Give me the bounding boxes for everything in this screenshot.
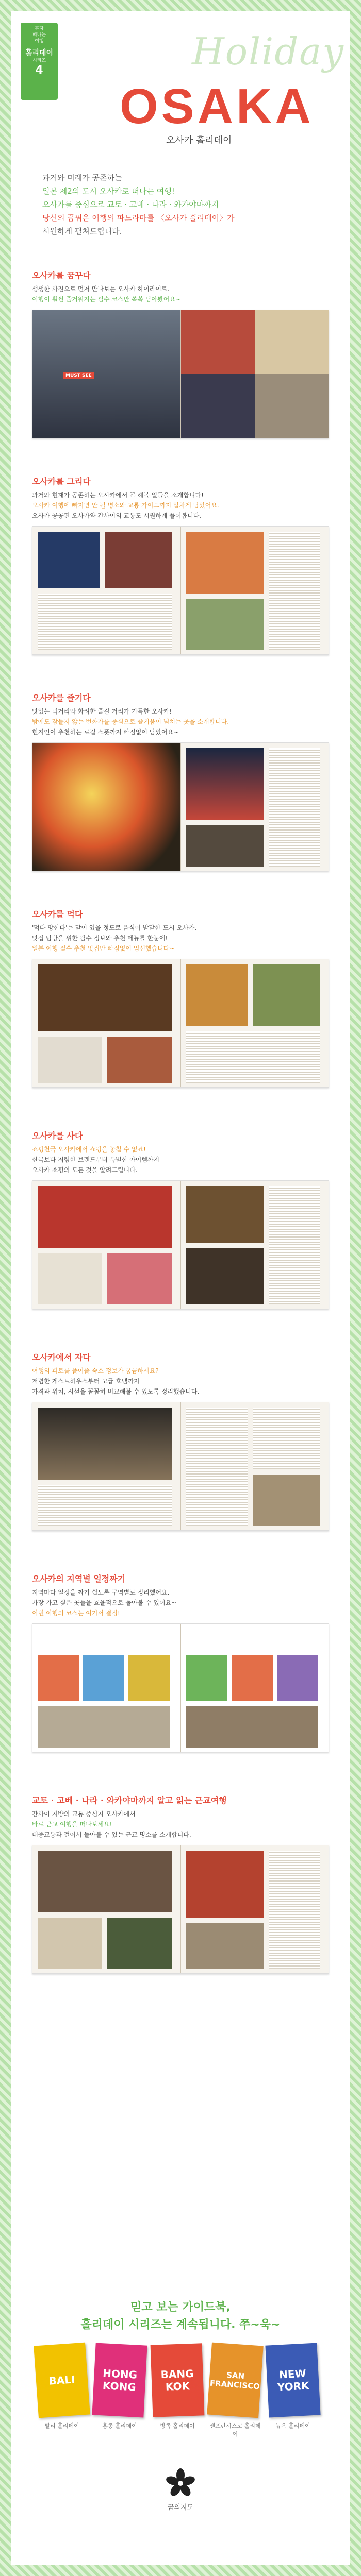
section-draw: [32, 475, 329, 655]
spread-right-page: [180, 743, 329, 871]
section-line: 오사카 쇼핑의 모든 것을 알려드립니다.: [32, 1166, 138, 1174]
badge-line: 혼자: [35, 26, 44, 31]
section-line: 현지인이 추천하는 로컬 스폿까지 빠짐없이 담았어요~: [32, 728, 179, 736]
text-block: [269, 532, 320, 650]
publisher-name: 꿈의지도: [167, 2504, 194, 2512]
spread-left-page: [32, 310, 180, 438]
section-line: 여행이 훨씬 즐거워지는 필수 코스만 쏙쏙 담아봤어요~: [32, 296, 180, 303]
book-title: BANG KOK: [160, 2367, 194, 2393]
must-see-tag: MUST SEE: [63, 372, 94, 379]
section-nearby: [32, 1794, 329, 1974]
book-spread: [32, 1623, 329, 1752]
holiday-word: Holiday: [192, 30, 344, 73]
book-caption: 샌프란시스코 홀리데이: [209, 2422, 261, 2437]
section-enjoy: [32, 691, 329, 871]
photo-street: [32, 310, 180, 438]
section-text: [32, 1366, 329, 1397]
book-cover-hongkong: [92, 2343, 147, 2417]
book-caption: 방콕 홀리데이: [160, 2422, 195, 2429]
section-sleep: [32, 1351, 329, 1531]
book-spread: [32, 1402, 329, 1531]
section-line: 저렴한 게스트하우스부터 고급 호텔까지: [32, 1378, 140, 1385]
section-line: 오사카 여행에 빠지면 안 될 명소와 교통 가이드까지 알차게 담았어요.: [32, 502, 219, 509]
text-block: [269, 1851, 320, 1969]
spread-left-page: [32, 1845, 180, 1973]
section-eat: [32, 908, 329, 1088]
photo: [181, 374, 255, 438]
intro-line: 시원하게 펼쳐드립니다.: [42, 227, 122, 236]
spread-left-page: [32, 1402, 180, 1530]
section-line: 쇼핑천국 오사카에서 쇼핑을 놓칠 수 없죠!: [32, 1146, 146, 1153]
spread-left-page: [32, 959, 180, 1087]
section-text: [32, 1809, 329, 1840]
photo-kyoto: [38, 1851, 172, 1912]
spread-left-page: [32, 743, 180, 871]
publisher-logo-icon: [165, 2468, 196, 2499]
photo-matcha: [253, 964, 320, 1026]
photo: [105, 532, 172, 588]
series-badge: [21, 23, 58, 100]
spread-right-page: [180, 1624, 329, 1752]
book-caption: 뉴욕 홀리데이: [275, 2422, 310, 2429]
section-text: [32, 923, 329, 954]
section-title: 오사카를 먹다: [32, 909, 83, 919]
spread-right-page: [180, 1181, 329, 1309]
book-subtitle: 오사카 홀리데이: [166, 135, 232, 146]
section-line: 여행의 피로를 풀어줄 숙소 정보가 궁금하세요?: [32, 1367, 159, 1375]
text-block: [269, 748, 320, 867]
schedule-card: [38, 1655, 79, 1701]
footer: [11, 2289, 350, 2556]
text-block: [186, 1031, 320, 1083]
book-caption: 발리 홀리데이: [44, 2422, 79, 2429]
photo: [38, 1918, 102, 1969]
section-line: 과거와 현재가 공존하는 오사카에서 꼭 해볼 일들을 소개합니다!: [32, 492, 204, 499]
spread-right-page: [180, 1402, 329, 1530]
badge-line: 떠나는: [32, 32, 46, 38]
section-line: '먹다 망한다'는 말이 있을 정도로 음식이 발달한 도시 오사카.: [32, 924, 197, 931]
section-line: 지역마다 일정을 짜기 쉽도록 구역별로 정리했어요.: [32, 1589, 170, 1596]
section-schedule: [32, 1572, 329, 1752]
photo-lanterns: [32, 743, 180, 871]
badge-number: 4: [35, 64, 43, 77]
photo-room: [253, 1475, 320, 1526]
book-spread: [32, 1845, 329, 1974]
section-title: 오사카에서 자다: [32, 1352, 91, 1362]
book-spread: [32, 1180, 329, 1309]
photo: [38, 1706, 170, 1748]
photo: [38, 1253, 102, 1304]
section-line: 가장 가고 싶은 곳들을 효율적으로 돌아볼 수 있어요~: [32, 1599, 177, 1606]
photo-tsutenkaku: [186, 748, 264, 820]
spread-right-page: [180, 310, 329, 438]
text-block: [269, 1186, 320, 1304]
photo: [186, 825, 264, 867]
photo: [186, 1706, 318, 1748]
section-text: [32, 490, 329, 521]
book-spread: [32, 742, 329, 871]
spread-left-page: [32, 527, 180, 654]
intro-text: [11, 171, 350, 238]
section-line: 밤에도 잠들지 않는 번화가를 중심으로 즐거움이 넘치는 곳을 소개합니다.: [32, 718, 229, 725]
spread-right-page: [180, 959, 329, 1087]
section-line: 이번 여행의 코스는 여기서 결정!: [32, 1609, 120, 1617]
city-title: OSAKA: [120, 79, 314, 134]
section-title: 오사카를 즐기다: [32, 693, 91, 703]
photo: [107, 1037, 172, 1083]
schedule-card: [128, 1655, 170, 1701]
series-message-line: 믿고 보는 가이드북,: [130, 2301, 231, 2314]
book-cover-sanfrancisco: [207, 2343, 264, 2418]
photo-shrine: [186, 1851, 264, 1918]
photo: [186, 599, 264, 650]
schedule-card: [83, 1655, 124, 1701]
photo-osaka-castle: [186, 532, 264, 594]
book-covers: [11, 2344, 350, 2458]
section-text: [32, 1587, 329, 1618]
section-text: [32, 706, 329, 737]
intro-line: 과거와 미래가 공존하는: [42, 173, 122, 182]
spread-right-page: [180, 527, 329, 654]
text-block: [38, 1485, 172, 1526]
section-line: 한국보다 저렴한 브랜드부터 특별한 아이템까지: [32, 1156, 160, 1163]
badge-title: 홀리데이: [25, 49, 54, 57]
book-cover-bali: [34, 2343, 90, 2418]
photo: [186, 1923, 264, 1969]
photo: [186, 1248, 264, 1304]
section-title: 오사카를 그리다: [32, 477, 91, 486]
schedule-card: [186, 1655, 227, 1701]
photo: [255, 374, 329, 438]
photo: [107, 1253, 172, 1304]
section-line: 간사이 지방의 교통 중심지 오사카에서: [32, 1810, 136, 1818]
photo-hotel: [38, 1408, 172, 1480]
badge-line: 여행: [35, 39, 44, 44]
section-text: [32, 1144, 329, 1175]
book-title: NEW YORK: [277, 2367, 310, 2394]
spread-left-page: [32, 1624, 180, 1752]
book-spread: [32, 526, 329, 655]
photo: [255, 310, 329, 374]
section-title: 오사카의 지역별 일정짜기: [32, 1574, 126, 1584]
photo-shop: [38, 1186, 172, 1248]
photo: [107, 1918, 172, 1969]
intro-line: 오사카를 중심으로 교토 · 고베 · 나라 · 와카야마까지: [42, 200, 219, 209]
section-text: [32, 284, 329, 304]
photo: [186, 964, 248, 1026]
schedule-card: [232, 1655, 273, 1701]
book-cover-bangkok: [151, 2343, 205, 2417]
book-spread: [32, 959, 329, 1088]
book-cover-newyork: [265, 2343, 320, 2417]
section-line: 바로 근교 여행을 떠나보세요!: [32, 1821, 112, 1828]
section-line: 맛집 탐방을 위한 필수 정보와 추천 메뉴를 한눈에!: [32, 935, 168, 942]
photo-mochi: [38, 1037, 102, 1083]
promo-page: [11, 11, 350, 2565]
text-block: [253, 1408, 320, 1469]
book-spread: [32, 310, 329, 438]
book-title: SAN FRANCISCO: [209, 2370, 260, 2392]
book-caption: 홍콩 홀리데이: [102, 2422, 137, 2429]
section-line: 맛있는 먹거리와 화려한 즐길 거리가 가득한 오사카!: [32, 708, 172, 715]
badge-series: 시리즈: [32, 58, 46, 63]
intro-line: 당신의 꿈꿔온 여행의 파노라마를 〈오사카 홀리데이〉가: [42, 213, 235, 223]
book-title: HONG KONG: [102, 2367, 138, 2394]
photo: [181, 310, 255, 374]
photo-storefront: [186, 1186, 264, 1243]
section-line: 오사카 공공편 오사카와 간사이의 교통도 시원하게 풀어봅니다.: [32, 512, 202, 519]
photo-tea: [38, 964, 172, 1031]
header: [11, 11, 350, 166]
spread-left-page: [32, 1181, 180, 1309]
spread-right-page: [180, 1845, 329, 1973]
series-message-line: 홀리데이 시리즈는 계속됩니다. 쭈~욱~: [80, 2318, 281, 2331]
photo: [38, 532, 100, 588]
section-line: 생생한 사진으로 먼저 만나보는 오사카 하이라이트.: [32, 285, 170, 293]
section-title: 교토 · 고베 · 나라 · 와카야마까지 알고 읽는 근교여행: [32, 1795, 227, 1805]
series-message: [11, 2299, 350, 2334]
text-block: [186, 1408, 248, 1526]
section-dream: [32, 269, 329, 438]
section-line: 가격과 위치, 시설을 꼼꼼히 비교해볼 수 있도록 정리했습니다.: [32, 1388, 200, 1395]
section-line: 대중교통과 걸어서 돌아볼 수 있는 근교 명소를 소개합니다.: [32, 1831, 191, 1838]
schedule-card: [277, 1655, 318, 1701]
section-line: 일본 여행 필수 추천 맛집만 빠짐없이 엄선했습니다~: [32, 945, 175, 952]
book-title: BALI: [48, 2373, 76, 2387]
section-title: 오사카를 꿈꾸다: [32, 270, 91, 280]
intro-line: 일본 제2의 도시 오사카로 떠나는 여행!: [42, 187, 175, 196]
text-block: [38, 594, 172, 650]
section-shop: [32, 1129, 329, 1309]
section-title: 오사카를 사다: [32, 1131, 83, 1141]
